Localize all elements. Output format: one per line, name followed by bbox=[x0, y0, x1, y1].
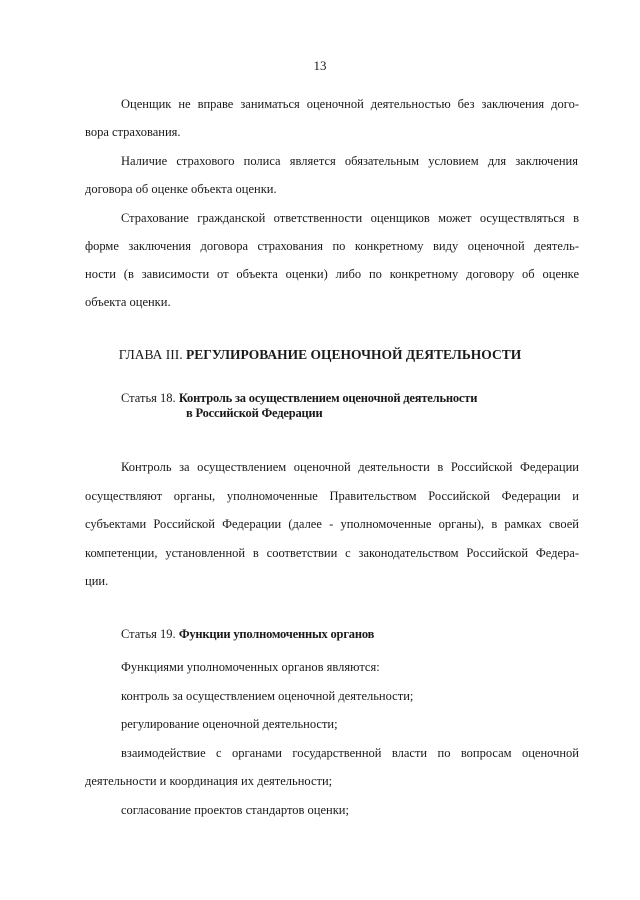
para2-line2: договора об оценке объекта оценки. bbox=[85, 182, 277, 196]
function-item-interaction-line1: взаимодействие с органами государственной власти по вопросам оценочной bbox=[121, 746, 579, 760]
para4-line4: компетенции, установленной в соответствии с законодательством Российской Федера- bbox=[85, 546, 579, 560]
article18-prefix: Статья 18. bbox=[121, 391, 179, 405]
para4-line5: ции. bbox=[85, 574, 109, 588]
para1-line2: вора страхования. bbox=[85, 125, 181, 139]
para2-line1: Наличие страхового полиса является обязательным условием для заключения bbox=[121, 154, 578, 168]
para4-line1: Контроль за осуществлением оценочной деятельности в Российской Федерации bbox=[121, 460, 579, 474]
article19-heading bbox=[121, 626, 374, 642]
article18-title-line2: в Российской Федерации bbox=[186, 406, 323, 420]
function-item-control: контроль за осуществлением оценочной деятельности; bbox=[121, 689, 414, 703]
page-number: 13 bbox=[313, 58, 327, 73]
functions-intro: Функциями уполномоченных органов являются: bbox=[121, 660, 380, 674]
para3-line3: ности (в зависимости от объекта оценки) либо по конкретному договору об оценке bbox=[85, 267, 579, 281]
para3-line2: форме заключения договора страхования по конкретному виду оценочной деятель- bbox=[85, 239, 579, 253]
function-item-regulation: регулирование оценочной деятельности; bbox=[121, 717, 338, 731]
chapter-prefix: ГЛАВА III. bbox=[118, 347, 186, 362]
article18-title-line1: Контроль за осуществлением оценочной деятельности bbox=[178, 391, 478, 405]
para4-line2: осуществляют органы, уполномоченные Правительством Российской Федерации и bbox=[85, 489, 579, 503]
chapter-heading bbox=[0, 347, 640, 363]
para3-line1: Страхование гражданской ответственности оценщиков может осуществляться в bbox=[121, 211, 579, 225]
chapter-title: РЕГУЛИРОВАНИЕ ОЦЕНОЧНОЙ ДЕЯТЕЛЬНОСТИ bbox=[186, 347, 522, 362]
function-item-standards: согласование проектов стандартов оценки; bbox=[121, 803, 349, 817]
function-item-interaction-line2: деятельности и координация их деятельности; bbox=[85, 774, 333, 788]
para1-line1: Оценщик не вправе заниматься оценочной деятельностью без заключения дого- bbox=[121, 97, 579, 111]
para4-line3: субъектами Российской Федерации (далее - уполномоченные органы), в рамках своей bbox=[85, 517, 579, 531]
article19-prefix: Статья 19. bbox=[121, 627, 179, 641]
para3-line4: объекта оценки. bbox=[85, 295, 171, 309]
article19-title: Функции уполномоченных органов bbox=[178, 627, 375, 641]
article18-heading bbox=[121, 390, 477, 406]
